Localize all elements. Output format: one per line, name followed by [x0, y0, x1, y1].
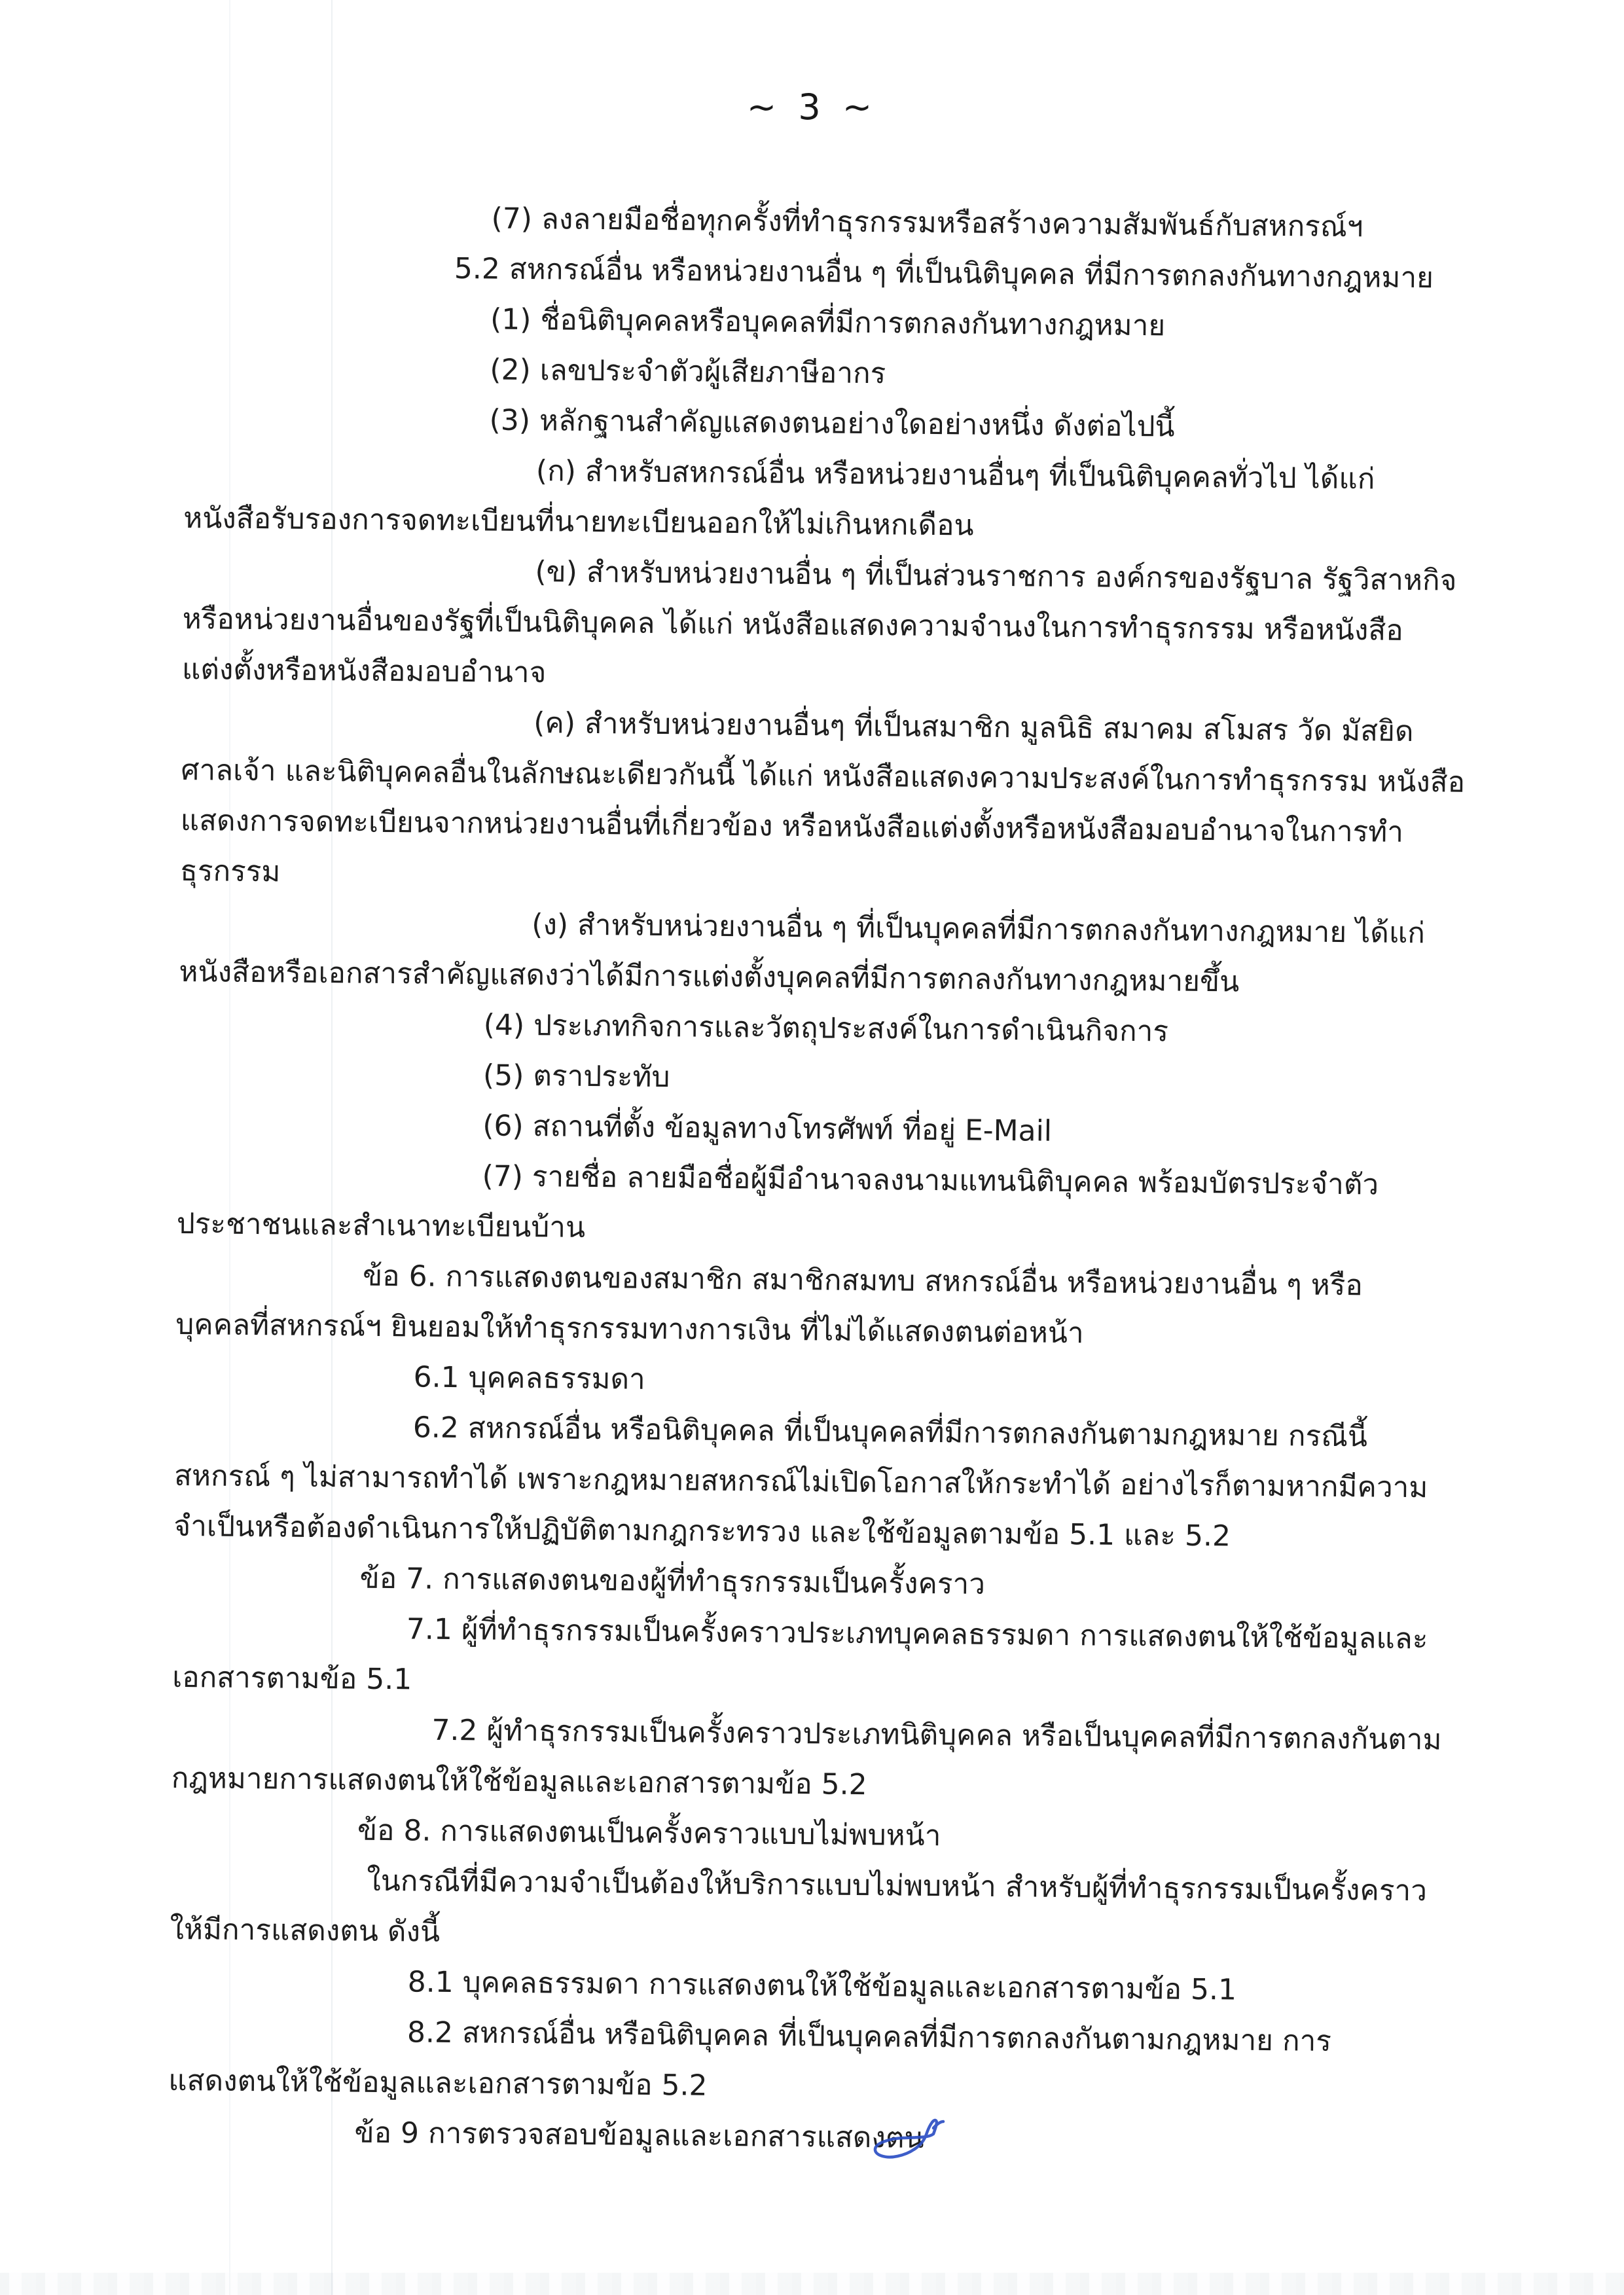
text-line: 6.2 สหกรณ์อื่น หรือนิติบุคคล ที่เป็นบุคคลที่มีการตกลงกันตามกฎหมาย กรณีนี้	[412, 1411, 1368, 1454]
text-line: หรือหน่วยงานอื่นของรัฐที่เป็นนิติบุคคล ได้แก่ หนังสือแสดงความจำนงในการทำธุรกรรม หรือหนังสือ	[182, 602, 1403, 647]
text-line: ธุรกรรม	[179, 854, 281, 889]
text-line: (ข) สำหรับหน่วยงานอื่น ๆ ที่เป็นส่วนราชการ องค์กรของรัฐบาล รัฐวิสาหกิจ	[535, 555, 1457, 598]
text-line: บุคคลที่สหกรณ์ฯ ยินยอมให้ทำธุรกรรมทางการเงิน ที่ไม่ได้แสดงตนต่อหน้า	[175, 1307, 1084, 1350]
text-line: (ค) สำหรับหน่วยงานอื่นๆ ที่เป็นสมาชิก มูลนิธิ สมาคม สโมสร วัด มัสยิด	[533, 706, 1414, 749]
text-line: หนังสือหรือเอกสารสำคัญแสดงว่าได้มีการแต่งตั้งบุคคลที่มีการตกลงกันทางกฎหมายขึ้น	[179, 954, 1240, 999]
text-line: 7.2 ผู้ทำธุรกรรมเป็นครั้งคราวประเภทนิติบุคคล หรือเป็นบุคคลที่มีการตกลงกันตาม	[431, 1713, 1442, 1757]
text-line: ข้อ 8. การแสดงตนเป็นครั้งคราวแบบไม่พบหน้า	[357, 1813, 941, 1853]
text-line: (ก) สำหรับสหกรณ์อื่น หรือหน่วยงานอื่นๆ ที่เป็นนิติบุคคลทั่วไป ได้แก่	[535, 454, 1375, 496]
text-line: 6.1 บุคคลธรรมดา	[413, 1360, 646, 1396]
signature-squiggle-icon	[868, 2116, 948, 2169]
text-line: ศาลเจ้า และนิติบุคคลอื่นในลักษณะเดียวกันนี้ ได้แก่ หนังสือแสดงความประสงค์ในการทำธุรกรรม หนังสือ	[181, 753, 1466, 799]
text-line: กฎหมายการแสดงตนให้ใช้ข้อมูลและเอกสารตามข้อ 5.2	[171, 1761, 867, 1802]
text-line: แต่งตั้งหรือหนังสือมอบอำนาจ	[181, 652, 547, 690]
text-line: ประชาชนและสำเนาทะเบียนบ้าน	[176, 1206, 586, 1244]
scan-edge-artifact	[0, 2273, 1624, 2295]
page-number: ~ 3 ~	[746, 86, 878, 128]
text-line: (ง) สำหรับหน่วยงานอื่น ๆ ที่เป็นบุคคลที่มีการตกลงกันทางกฎหมาย ได้แก่	[532, 908, 1426, 950]
document-text-block	[168, 192, 1466, 2171]
text-line: (2) เลขประจำตัวผู้เสียภาษีอากร	[490, 353, 886, 391]
text-line: 7.1 ผู้ที่ทำธุรกรรมเป็นครั้งคราวประเภทบุคคลธรรมดา การแสดงตนให้ใช้ข้อมูลและ	[406, 1612, 1428, 1656]
text-line: เอกสารตามข้อ 5.1	[171, 1660, 412, 1697]
text-line: สหกรณ์ ๆ ไม่สามารถทำได้ เพราะกฎหมายสหกรณ์ไม่เปิดโอกาสให้กระทำได้ อย่างไรก็ตามหากมีความ	[173, 1458, 1428, 1505]
text-line: (5) ตราประทับ	[482, 1058, 670, 1094]
text-line: (7) รายชื่อ ลายมือชื่อผู้มีอำนาจลงนามแทนนิติบุคคล พร้อมบัตรประจำตัว	[482, 1159, 1379, 1202]
text-line: (3) หลักฐานสำคัญแสดงตนอย่างใดอย่างหนึ่ง ดังต่อไปนี้	[489, 403, 1175, 444]
text-line: ข้อ 9 การตรวจสอบข้อมูลและเอกสารแสดงตน	[354, 2116, 924, 2155]
text-line: (7) ลงลายมือชื่อทุกครั้งที่ทำธุรกรรมหรือสร้างความสัมพันธ์กับสหกรณ์ฯ	[491, 202, 1363, 244]
text-line: (1) ชื่อนิติบุคคลหรือบุคคลที่มีการตกลงกันทางกฎหมาย	[490, 302, 1166, 343]
text-line: หนังสือรับรองการจดทะเบียนที่นายทะเบียนออกให้ไม่เกินหกเดือน	[183, 501, 974, 543]
text-line: แสดงตนให้ใช้ข้อมูลและเอกสารตามข้อ 5.2	[168, 2063, 708, 2103]
text-line: ข้อ 7. การแสดงตนของผู้ที่ทำธุรกรรมเป็นครั้งคราว	[359, 1561, 986, 1601]
handwritten-initial-mark	[868, 2116, 948, 2169]
text-line: 8.2 สหกรณ์อื่น หรือนิติบุคคล ที่เป็นบุคคลที่มีการตกลงกันตามกฎหมาย การ	[406, 2015, 1332, 2058]
text-line: 5.2 สหกรณ์อื่น หรือหน่วยงานอื่น ๆ ที่เป็นนิติบุคคล ที่มีการตกลงกันทางกฎหมาย	[454, 251, 1434, 295]
text-line: (6) สถานที่ตั้ง ข้อมูลทางโทรศัพท์ ที่อยู่ E-Mail	[482, 1109, 1053, 1148]
text-line: จำเป็นหรือต้องดำเนินการให้ปฏิบัติตามกฎกระทรวง และใช้ข้อมูลตามข้อ 5.1 และ 5.2	[173, 1509, 1231, 1553]
text-line: ให้มีการแสดงตน ดังนี้	[170, 1912, 441, 1949]
text-line: 8.1 บุคคลธรรมดา การแสดงตนให้ใช้ข้อมูลและเอกสารตามข้อ 5.1	[407, 1965, 1237, 2007]
text-line: แสดงการจดทะเบียนจากหน่วยงานอื่นที่เกี่ยวข้อง หรือหนังสือแต่งตั้งหรือหนังสือมอบอำนาจในการทำ	[180, 803, 1404, 849]
text-line: ข้อ 6. การแสดงตนของสมาชิก สมาชิกสมทบ สหกรณ์อื่น หรือหน่วยงานอื่น ๆ หรือ	[362, 1259, 1363, 1303]
text-line: (4) ประเภทกิจการและวัตถุประสงค์ในการดำเนินกิจการ	[483, 1008, 1169, 1049]
text-line: ในกรณีที่มีความจำเป็นต้องให้บริการแบบไม่พบหน้า สำหรับผู้ที่ทำธุรกรรมเป็นครั้งคราว	[367, 1864, 1428, 1908]
